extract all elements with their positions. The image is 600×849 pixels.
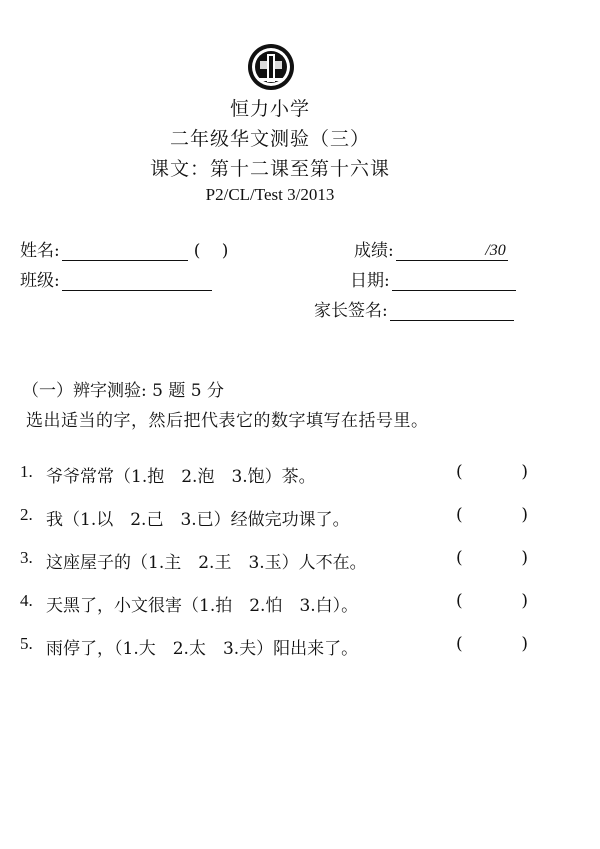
question-text: 我（1.以 2.己 3.已）经做完功课了。: [46, 510, 350, 530]
parent-signature-label: 家长签名:: [314, 301, 388, 321]
answer-box[interactable]: [456, 634, 528, 654]
question-number: 5.: [20, 634, 33, 653]
score-total[interactable]: /30: [396, 242, 508, 261]
class-blank[interactable]: [62, 272, 212, 291]
question-item: [20, 630, 540, 673]
school-name: 恒力小学: [229, 98, 310, 120]
lessons-range: 课文：第十二课至第十六课: [149, 158, 390, 180]
question-text: 爷爷常常（1.抱 2.泡 3.饱）茶。: [46, 467, 316, 487]
date-blank[interactable]: [392, 272, 516, 291]
answer-open-paren: (: [456, 634, 463, 654]
answer-box[interactable]: [456, 591, 528, 611]
answer-open-paren: (: [456, 462, 463, 482]
answer-box[interactable]: [456, 462, 528, 482]
answer-open-paren: (: [456, 548, 463, 568]
date-field: [350, 266, 516, 291]
parent-signature-blank[interactable]: [390, 302, 514, 321]
question-item: [20, 501, 540, 544]
answer-close-paren: ): [521, 548, 528, 568]
question-number: 4.: [20, 591, 33, 610]
answer-close-paren: ): [521, 634, 528, 654]
name-blank[interactable]: [62, 242, 188, 261]
question-text: 天黑了，小文很害（1.拍 2.怕 3.白）。: [46, 596, 359, 616]
answer-box[interactable]: [456, 505, 528, 525]
answer-open-paren: (: [456, 591, 463, 611]
answer-box[interactable]: [456, 548, 528, 568]
question-number: 3.: [20, 548, 33, 567]
score-field: [354, 236, 508, 261]
date-label: 日期:: [350, 271, 390, 291]
class-field: [20, 266, 212, 291]
question-item: [20, 544, 540, 587]
question-number: 1.: [20, 462, 33, 481]
section-title: （一）辨字测验: 5 题 5 分: [22, 381, 224, 401]
question-text: 这座屋子的（1.主 2.王 3.玉）人不在。: [46, 553, 367, 573]
class-label: 班级:: [20, 271, 60, 291]
name-field: [20, 236, 236, 261]
section-instruction: 选出适当的字，然后把代表它的数字填写在括号里。: [26, 411, 429, 431]
question-item: [20, 587, 540, 630]
answer-close-paren: ): [521, 591, 528, 611]
score-label: 成绩:: [354, 241, 394, 261]
test-code: P2/CL/Test 3/2013: [205, 185, 335, 204]
test-title: 二年级华文测验（三）: [169, 128, 370, 150]
question-number: 2.: [20, 505, 33, 524]
class-number-paren[interactable]: ( ): [193, 241, 237, 261]
question-text: 雨停了，（1.大 2.太 3.夫）阳出来了。: [46, 639, 359, 659]
answer-open-paren: (: [456, 505, 463, 525]
name-label: 姓名:: [20, 241, 60, 261]
school-crest-logo: [246, 42, 296, 92]
answer-close-paren: ): [521, 462, 528, 482]
question-item: [20, 458, 540, 501]
question-list: [20, 458, 540, 673]
answer-close-paren: ): [521, 505, 528, 525]
parent-signature-field: [314, 296, 514, 321]
